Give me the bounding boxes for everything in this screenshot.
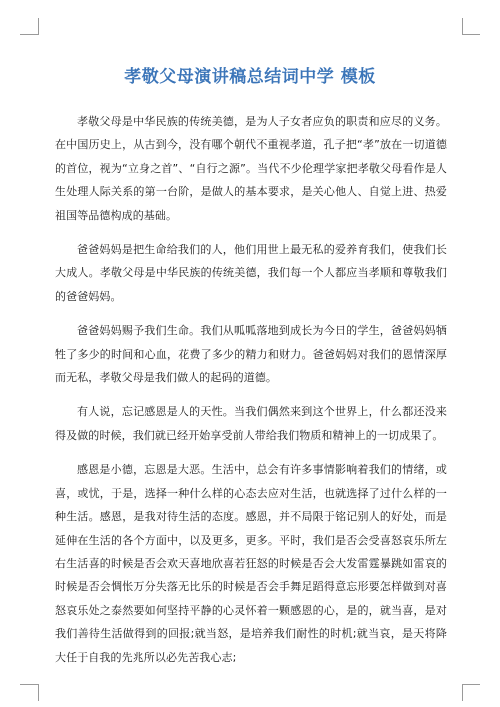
paragraph: 爸爸妈妈是把生命给我们的人，他们用世上最无私的爱养育我们，使我们长大成人。孝敬父母是中华民族的传统美德，我们每一个人都应当孝顺和尊敬我们的爸爸妈妈。 <box>55 243 447 303</box>
crop-mark-top-left <box>38 18 39 35</box>
paragraph: 有人说，忘记感恩是人的天性。当我们偶然来到这个世界上，什么都还没来得及做的时候，我们就已经开始享受前人带给我们物质和精神上的一切成果了。 <box>55 405 447 442</box>
document-title: 孝敬父母演讲稿总结词中学 模板 <box>124 67 376 87</box>
paragraph: 孝敬父母是中华民族的传统美德，是为人子女者应负的职责和应尽的义务。在中国历史上，从古到今，没有哪个朝代不重视孝道，孔子把“孝”放在一切道德的首位，视为“立身之首”、“自行之源”。当代不少伦理学家把孝敬父母看作是人生处理人际关系的第一台阶，是做人的基本要求，是关心他人、自觉上进、热爱祖国等品德构成的基础。 <box>55 115 447 222</box>
crop-mark-bottom-left <box>38 684 39 701</box>
paragraph: 爸爸妈妈赐予我们生命。我们从呱呱落地到成长为今日的学生，爸爸妈妈牺牲了多少的时间和心血，花费了多少的精力和财力。爸爸妈妈对我们的恩情深厚而无私，孝敬父母是我们做人的起码的道德。 <box>55 324 447 385</box>
paragraph: 感恩是小德，忘恩是大恶。生活中，总会有许多事情影响着我们的情绪，或喜，或忧，于是，选择一种什么样的心态去应对生活，也就选择了过什么样的一种生活。感恩，是我对待生活的态度。感恩，并不局限于铭记别人的好处，而是延伸在生活的各个方面中，以及更多，更多。平时，我们是否会受喜怒哀乐所左右生活喜的时候是否会欢天喜地欣喜若狂怒的时候是否会大发雷霆暴跳如雷哀的时候是否会惆怅万分失落无比乐的时候是否会手舞足蹈得意忘形要怎样做到对喜怒哀乐处之泰然要如何坚持平静的心灵怀着一颗感恩的心，是的，就当喜，是对我们善待生活做得到的回报;就当怒，是培养我们耐性的时机;就当哀，是天将降大任于自我的先兆所以必先苦我心志; <box>55 463 447 664</box>
crop-mark-top-left <box>20 34 38 35</box>
crop-mark-top-right <box>462 18 463 35</box>
crop-mark-bottom-left <box>20 684 38 685</box>
crop-mark-bottom-right <box>462 684 480 685</box>
document-body <box>55 110 447 680</box>
crop-mark-top-right <box>462 34 480 35</box>
crop-mark-bottom-right <box>462 684 463 701</box>
